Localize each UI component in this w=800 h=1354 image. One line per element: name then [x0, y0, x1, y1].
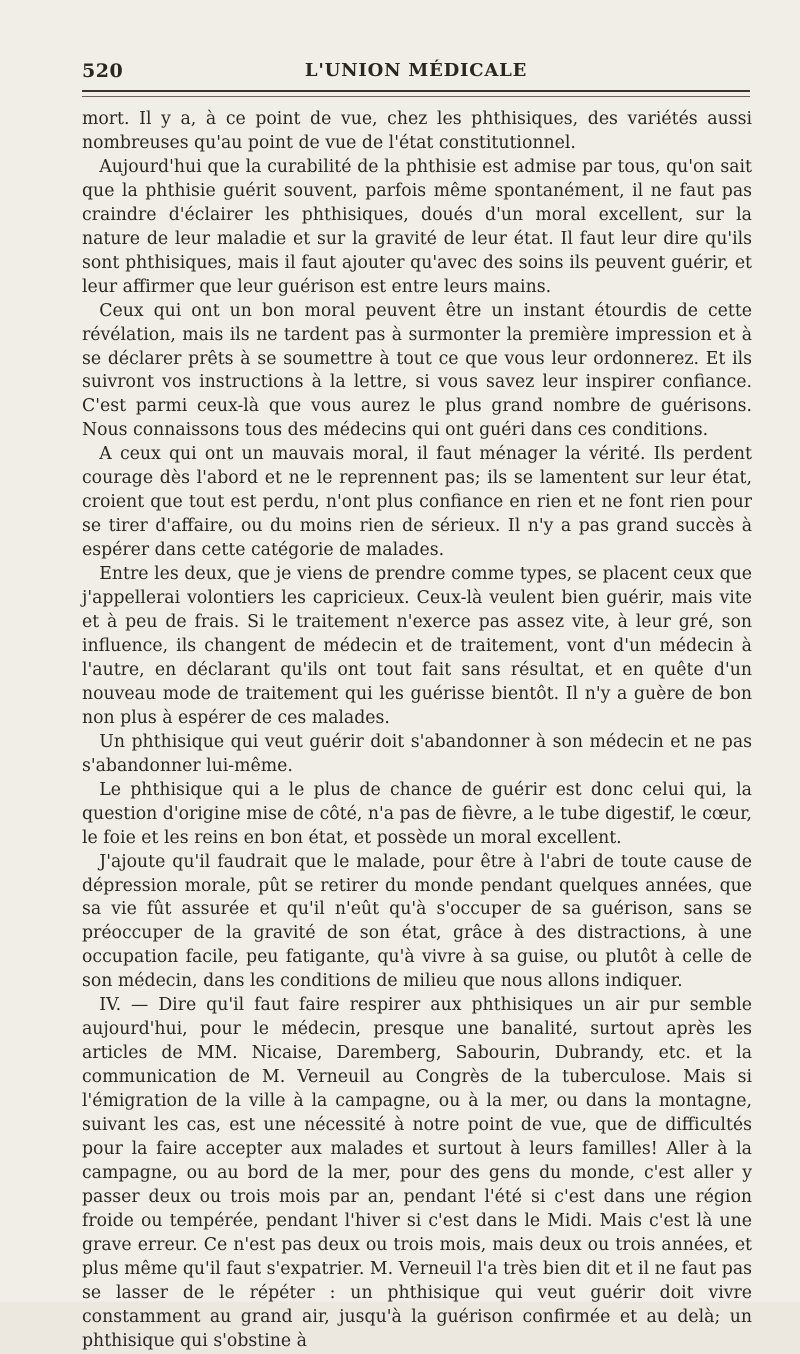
paragraph: Entre les deux, que je viens de prendre comme types, se placent ceux que j'appellerai volontiers les capricieux. Ceux-là veulent bien guérir, mais vite et à peu de frais. Si le traitement n'exerce pas assez vite, à leur gré, son influence, ils changent de médecin et de traitement, vont d'un médecin à l'autre, en déclarant qu'ils ont tout fait sans résultat, et en quête d'un nouveau mode de traitement qui les guérisse bientôt. Il n'y a guère de bon non plus à espérer de ces malades.: [82, 564, 752, 728]
paragraph: mort. Il y a, à ce point de vue, chez les phthisiques, des variétés aussi nombreuses qu'au point de vue de l'état constitutionnel.: [82, 109, 752, 153]
paragraph: Ceux qui ont un bon moral peuvent être un instant étourdis de cette révélation, mais ils ne tardent pas à surmonter la première impression et à se déclarer prêts à se soumettre à tout ce que vous leur ordonnerez. Et ils suivront vos instructions à la lettre, si vous savez leur inspirer confiance. C'est parmi ceux-là que vous aurez le plus grand nombre de guérisons. Nous connaissons tous des médecins qui ont guéri dans ces conditions.: [82, 300, 752, 441]
header-rule: [82, 90, 750, 92]
paragraph: Un phthisique qui veut guérir doit s'abandonner à son médecin et ne pas s'abandonner lui-même.: [82, 731, 752, 776]
paragraph: Aujourd'hui que la curabilité de la phthisie est admise par tous, qu'on sait que la phthisie guérit souvent, parfois même spontanément, il ne faut pas craindre d'éclairer les phthisiques, doués d'un moral excellent, sur la nature de leur maladie et sur la gravité de leur état. Il faut leur dire qu'ils sont phthisiques, mais il faut ajouter qu'avec des soins ils peuvent guérir, et leur affirmer que leur guérison est entre leurs mains.: [82, 156, 752, 297]
body-text: [82, 108, 752, 1354]
running-title: L'UNION MÉDICALE: [304, 60, 528, 81]
paragraph: A ceux qui ont un mauvais moral, il faut ménager la vérité. Ils perdent courage dès l'abord et ne le reprennent pas; ils se lamentent sur leur état, croient que tout est perdu, n'ont plus confiance en rien et ne font rien pour se tirer d'affaire, ou du moins rien de sérieux. Il n'y a pas grand succès à espérer dans cette catégorie de malades.: [82, 444, 752, 561]
page-header: [82, 60, 750, 84]
paragraph: Le phthisique qui a le plus de chance de guérir est donc celui qui, la question d'origine mise de côté, n'a pas de fièvre, a le tube digestif, le cœur, le foie et les reins en bon état, et possède un moral excellent.: [82, 779, 752, 848]
paragraph: J'ajoute qu'il faudrait que le malade, pour être à l'abri de toute cause de dépression morale, pût se retirer du monde pendant quelques années, que sa vie fût assurée et qu'il n'eût qu'à s'occuper de sa guérison, sans se préoccuper de la gravité de son état, grâce à des distractions, à une occupation facile, peu fatigante, qu'à vivre à sa guise, ou plutôt à celle de son médecin, dans les conditions de milieu que nous allons indiquer.: [82, 851, 752, 992]
page-number: 520: [82, 60, 124, 82]
header-rule-thin: [82, 96, 750, 97]
paragraph: IV. — Dire qu'il faut faire respirer aux phthisiques un air pur semble aujourd'hui, pour le médecin, presque une banalité, surtout après les articles de MM. Nicaise, Daremberg, Sabourin, Dubrandy, etc. et la communication de M. Verneuil au Congrès de la tuberculose. Mais si l'émigration de la ville à la campagne, ou à la mer, ou dans la montagne, suivant les cas, est une nécessité à notre point de vue, que de difficultés pour la faire accepter aux malades et surtout à leurs familles! Aller à la campagne, ou au bord de la mer, pour des gens du monde, c'est aller y passer deux ou trois mois par an, pendant l'été si c'est dans une région froide ou tempérée, pendant l'hiver si c'est dans le Midi. Mais c'est là une grave erreur. Ce n'est pas deux ou trois mois, mais deux ou trois années, et plus même qu'il faut s'expatrier. M. Verneuil l'a très bien dit et il ne faut pas se lasser de le répéter : un phthisique qui veut guérir doit vivre constamment au grand air, jusqu'à la guérison confirmée et au delà; un phthisique qui s'obstine à: [82, 995, 752, 1351]
